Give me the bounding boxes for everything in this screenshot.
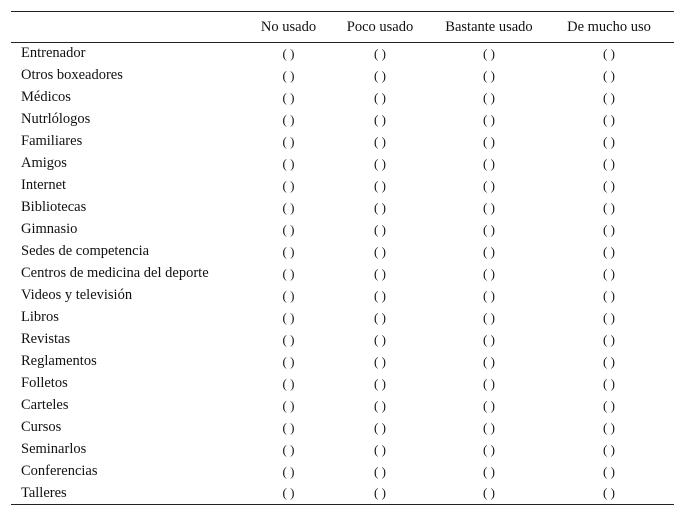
option-de-mucho-uso[interactable]: ( ): [603, 243, 615, 259]
option-de-mucho-uso[interactable]: ( ): [603, 45, 615, 61]
option-de-mucho-uso[interactable]: ( ): [603, 155, 615, 171]
option-poco-usado[interactable]: ( ): [374, 265, 386, 281]
option-no-usado[interactable]: ( ): [282, 353, 295, 369]
row-label: Reglamentos: [21, 353, 97, 369]
row-label: Bibliotecas: [21, 199, 87, 215]
option-de-mucho-uso[interactable]: ( ): [603, 89, 615, 105]
row-label: Cursos: [21, 419, 62, 435]
option-no-usado[interactable]: ( ): [282, 89, 295, 105]
option-poco-usado[interactable]: ( ): [374, 89, 386, 105]
table-row: [11, 197, 674, 219]
table-row: [11, 461, 674, 483]
option-poco-usado[interactable]: ( ): [374, 243, 386, 259]
option-bastante-usado[interactable]: ( ): [483, 419, 495, 435]
option-poco-usado[interactable]: ( ): [374, 221, 386, 237]
header-de-mucho-uso: De mucho uso: [567, 18, 651, 35]
option-no-usado[interactable]: ( ): [282, 463, 295, 479]
table-row: [11, 175, 674, 197]
option-de-mucho-uso[interactable]: ( ): [603, 265, 615, 281]
option-no-usado[interactable]: ( ): [282, 111, 295, 127]
option-no-usado[interactable]: ( ): [282, 177, 295, 193]
table-row: [11, 417, 674, 439]
option-de-mucho-uso[interactable]: ( ): [603, 485, 615, 501]
row-label: Médicos: [21, 89, 71, 105]
option-no-usado[interactable]: ( ): [282, 133, 295, 149]
option-bastante-usado[interactable]: ( ): [483, 287, 495, 303]
option-no-usado[interactable]: ( ): [282, 375, 295, 391]
header-bastante-usado: Bastante usado: [445, 18, 533, 35]
option-no-usado[interactable]: ( ): [282, 199, 295, 215]
option-poco-usado[interactable]: ( ): [374, 331, 386, 347]
option-no-usado[interactable]: ( ): [282, 67, 295, 83]
option-bastante-usado[interactable]: ( ): [483, 265, 495, 281]
option-bastante-usado[interactable]: ( ): [483, 45, 495, 61]
option-bastante-usado[interactable]: ( ): [483, 111, 495, 127]
option-bastante-usado[interactable]: ( ): [483, 177, 495, 193]
header-row: [11, 12, 674, 43]
option-bastante-usado[interactable]: ( ): [483, 375, 495, 391]
option-bastante-usado[interactable]: ( ): [483, 67, 495, 83]
table-row: [11, 87, 674, 109]
option-bastante-usado[interactable]: ( ): [483, 89, 495, 105]
row-label: Libros: [21, 309, 59, 325]
row-label: Talleres: [21, 484, 67, 501]
row-label: Otros boxeadores: [21, 67, 123, 83]
table-row: [11, 285, 674, 307]
option-bastante-usado[interactable]: ( ): [483, 397, 495, 413]
row-label: Gimnasio: [21, 221, 78, 237]
row-label: Familiares: [21, 133, 83, 149]
option-bastante-usado[interactable]: ( ): [483, 485, 495, 501]
table-row: [11, 395, 674, 417]
option-no-usado[interactable]: ( ): [282, 45, 295, 61]
option-no-usado[interactable]: ( ): [282, 397, 295, 413]
row-label: Entrenador: [21, 45, 86, 62]
option-de-mucho-uso[interactable]: ( ): [603, 221, 615, 237]
table-row: [11, 439, 674, 461]
option-bastante-usado[interactable]: ( ): [483, 221, 495, 237]
table-row: [11, 65, 674, 87]
header-poco-usado: Poco usado: [346, 18, 414, 35]
option-poco-usado[interactable]: ( ): [374, 485, 386, 501]
option-poco-usado[interactable]: ( ): [374, 111, 386, 127]
table-row: [11, 263, 674, 285]
table-body: [11, 43, 674, 505]
option-de-mucho-uso[interactable]: ( ): [603, 199, 615, 215]
table-row: [11, 153, 674, 175]
option-de-mucho-uso[interactable]: ( ): [603, 67, 615, 83]
table-row: [11, 219, 674, 241]
option-no-usado[interactable]: ( ): [282, 221, 295, 237]
option-bastante-usado[interactable]: ( ): [483, 199, 495, 215]
option-poco-usado[interactable]: ( ): [374, 353, 386, 369]
option-bastante-usado[interactable]: ( ): [483, 243, 495, 259]
option-poco-usado[interactable]: ( ): [374, 177, 386, 193]
row-label: Revistas: [21, 331, 71, 347]
row-label: Internet: [21, 177, 67, 193]
table-row: [11, 241, 674, 263]
option-no-usado[interactable]: ( ): [282, 419, 295, 435]
option-de-mucho-uso[interactable]: ( ): [603, 287, 615, 303]
option-poco-usado[interactable]: ( ): [374, 309, 386, 325]
row-label: Carteles: [21, 397, 69, 413]
option-bastante-usado[interactable]: ( ): [483, 331, 495, 347]
option-poco-usado[interactable]: ( ): [374, 287, 386, 303]
option-de-mucho-uso[interactable]: ( ): [603, 309, 615, 325]
option-no-usado[interactable]: ( ): [282, 441, 295, 457]
option-no-usado[interactable]: ( ): [282, 309, 295, 325]
table-row: [11, 131, 674, 153]
option-poco-usado[interactable]: ( ): [374, 133, 386, 149]
option-de-mucho-uso[interactable]: ( ): [603, 133, 615, 149]
survey-table: [11, 11, 674, 505]
row-label: Centros de medicina del deporte: [21, 265, 209, 281]
option-poco-usado[interactable]: ( ): [374, 155, 386, 171]
option-bastante-usado[interactable]: ( ): [483, 155, 495, 171]
option-no-usado[interactable]: ( ): [282, 287, 295, 303]
option-poco-usado[interactable]: ( ): [374, 45, 386, 61]
row-label: Conferencias: [21, 463, 98, 479]
option-bastante-usado[interactable]: ( ): [483, 441, 495, 457]
option-bastante-usado[interactable]: ( ): [483, 353, 495, 369]
table-row: [11, 329, 674, 351]
table-row: [11, 307, 674, 329]
option-poco-usado[interactable]: ( ): [374, 397, 386, 413]
option-poco-usado[interactable]: ( ): [374, 463, 386, 479]
option-no-usado[interactable]: ( ): [282, 485, 295, 501]
option-poco-usado[interactable]: ( ): [374, 441, 386, 457]
option-de-mucho-uso[interactable]: ( ): [603, 419, 615, 435]
option-no-usado[interactable]: ( ): [282, 155, 295, 171]
row-label: Folletos: [21, 375, 68, 391]
option-no-usado[interactable]: ( ): [282, 243, 295, 259]
option-bastante-usado[interactable]: ( ): [483, 463, 495, 479]
row-label: Sedes de competencia: [21, 243, 150, 259]
row-label: Amigos: [21, 155, 67, 171]
option-de-mucho-uso[interactable]: ( ): [603, 441, 615, 457]
header-cell-empty: [11, 12, 251, 43]
option-de-mucho-uso[interactable]: ( ): [603, 397, 615, 413]
table-row: [11, 483, 674, 505]
option-no-usado[interactable]: ( ): [282, 265, 295, 281]
option-poco-usado[interactable]: ( ): [374, 199, 386, 215]
option-no-usado[interactable]: ( ): [282, 331, 295, 347]
header-no-usado: No usado: [260, 18, 317, 35]
option-bastante-usado[interactable]: ( ): [483, 309, 495, 325]
row-label: Nutrlólogos: [21, 111, 91, 127]
table-row: [11, 373, 674, 395]
option-poco-usado[interactable]: ( ): [374, 419, 386, 435]
option-bastante-usado[interactable]: ( ): [483, 133, 495, 149]
option-poco-usado[interactable]: ( ): [374, 67, 386, 83]
option-poco-usado[interactable]: ( ): [374, 375, 386, 391]
table-row: [11, 43, 674, 65]
row-label: Seminarlos: [21, 441, 87, 457]
option-de-mucho-uso[interactable]: ( ): [603, 353, 615, 369]
option-de-mucho-uso[interactable]: ( ): [603, 177, 615, 193]
row-label: Videos y televisión: [21, 287, 133, 303]
table-row: [11, 351, 674, 373]
table-row: [11, 109, 674, 131]
table-header: [11, 12, 674, 43]
option-de-mucho-uso[interactable]: ( ): [603, 111, 615, 127]
option-de-mucho-uso[interactable]: ( ): [603, 331, 615, 347]
option-de-mucho-uso[interactable]: ( ): [603, 463, 615, 479]
option-de-mucho-uso[interactable]: ( ): [603, 375, 615, 391]
